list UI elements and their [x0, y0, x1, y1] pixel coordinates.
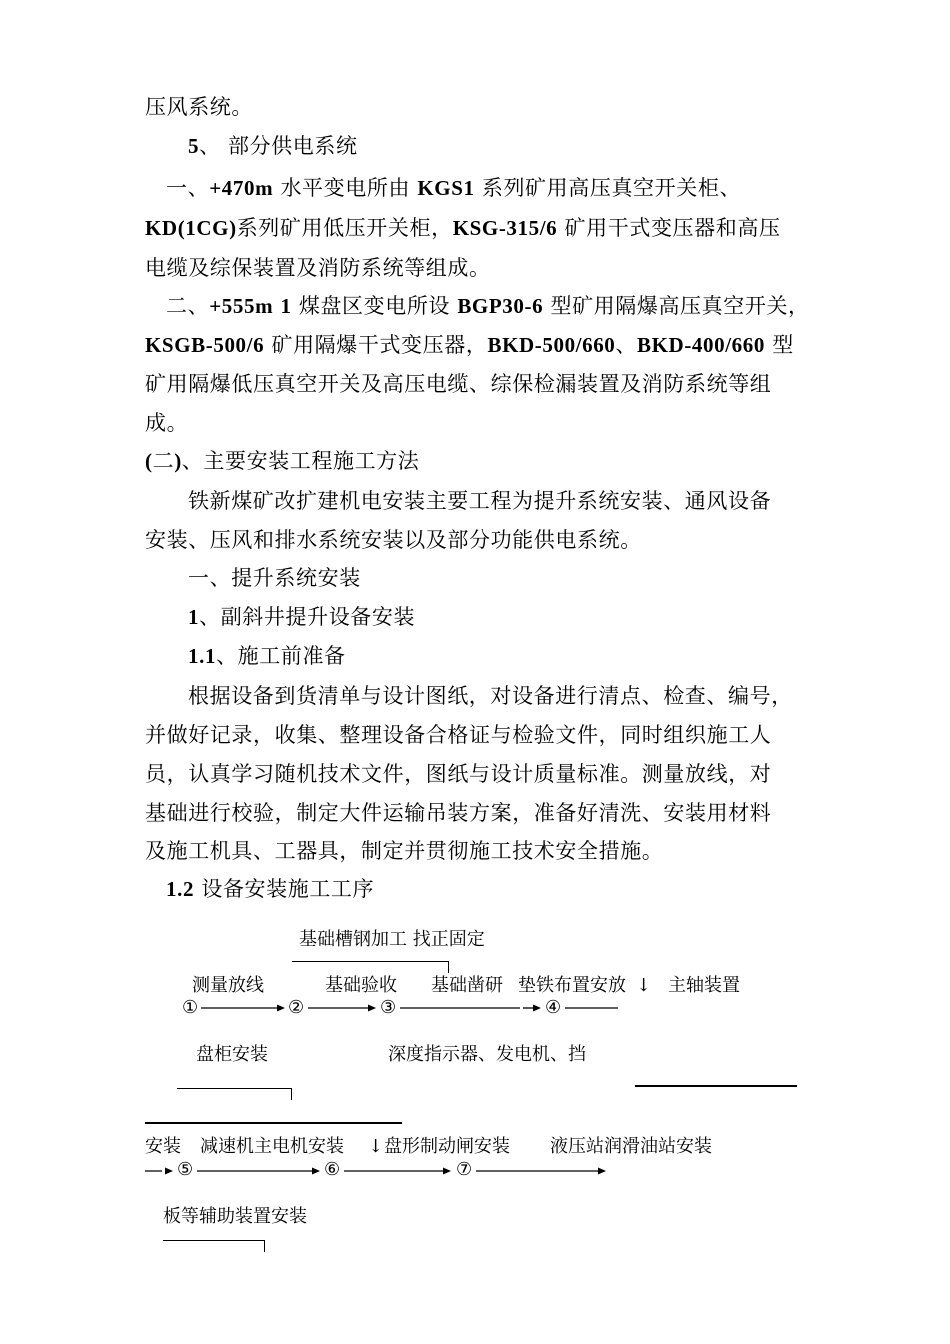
flow-label-measure: 测量放线	[192, 975, 264, 996]
flow-label-cabinet: 盘柜安装	[196, 1044, 268, 1065]
flow-label-depth-indicator: 深度指示器、发电机、挡	[388, 1044, 586, 1065]
para-line-17: 并做好记录，收集、整理设备合格证与检验文件，同时组织施工人	[145, 723, 772, 747]
section-heading-power: 5、 部分供电系统	[188, 134, 358, 158]
flow-node-5: ⑤	[177, 1159, 194, 1180]
heading-auxiliary-shaft: 1、副斜井提升设备安装	[188, 605, 416, 629]
para-line-12: 安装、压风和排水系统安装以及部分功能供电系统。	[145, 528, 642, 552]
flow-arrowhead	[312, 1168, 320, 1175]
flow-down-arrow-1: ↓	[636, 975, 652, 996]
flow-label-chisel: 基础凿研	[431, 975, 503, 996]
para-line-4: KD(1CG)系列矿用低压开关柜，KSG-315/6 矿用干式变压器和高压	[145, 216, 781, 240]
flow-arrowhead	[443, 1168, 451, 1175]
flow-label-channel-steel: 基础槽钢加工 找正固定	[299, 929, 485, 950]
flow-arrowhead	[277, 1005, 285, 1012]
flow-label-hydraulic: 液压站润滑油站安装	[550, 1136, 712, 1157]
heading-install-sequence: 1.2 设备安装施工工序	[166, 877, 375, 901]
flow-node-1: ①	[182, 997, 199, 1018]
flow-node-7: ⑦	[456, 1159, 473, 1180]
para-line-20: 及施工机具、工器具，制定并贯彻施工技术安全措施。	[145, 839, 664, 863]
para-line-7: KSGB-500/6 矿用隔爆干式变压器，BKD-500/660、BKD-400/660 型	[145, 333, 794, 357]
para-line-1: 压风系统。	[145, 95, 253, 119]
para-line-9: 成。	[145, 411, 189, 435]
flow-node-4: ④	[545, 997, 562, 1018]
para-line-6: 二、+555m 1 煤盘区变电所设 BGP30-6 型矿用隔爆高压真空开关，	[166, 294, 810, 318]
para-line-19: 基础进行校验，制定大件运输吊装方案，准备好清洗、安装用材料	[145, 801, 772, 825]
flow-label-install: 安装	[145, 1136, 181, 1157]
flow-arrowhead	[598, 1168, 606, 1175]
flow-arrowhead	[533, 1005, 541, 1012]
flow-down-arrow-2: ↓	[368, 1136, 384, 1157]
para-line-16: 根据设备到货清单与设计图纸，对设备进行清点、检查、编号，	[188, 684, 793, 708]
flow-node-3: ③	[380, 997, 397, 1018]
flow-node-6: ⑥	[324, 1159, 341, 1180]
heading-hoist-system: 一、提升系统安装	[188, 566, 361, 590]
flow-node-2: ②	[288, 997, 305, 1018]
flow-arrowhead	[368, 1005, 376, 1012]
flow-arrowhead	[165, 1168, 173, 1175]
flow-label-shaft: 主轴装置	[668, 975, 740, 996]
flow-label-disc-brake: 盘形制动闸安装	[384, 1136, 510, 1157]
section-heading-methods: (二)、主要安装工程施工方法	[145, 449, 420, 473]
para-line-18: 员，认真学习随机技术文件，图纸与设计质量标准。测量放线，对	[145, 762, 772, 786]
flow-label-shim: 垫铁布置安放	[518, 975, 626, 996]
para-line-11: 铁新煤矿改扩建机电安装主要工程为提升系统安装、通风设备	[188, 489, 772, 513]
heading-preparation: 1.1、施工前准备	[188, 644, 346, 668]
flow-label-accept: 基础验收	[325, 975, 397, 996]
flow-label-reducer: 减速机主电机安装	[200, 1136, 344, 1157]
flow-label-board: 板等辅助装置安装	[163, 1206, 307, 1227]
para-line-3: 一、+470m 水平变电所由 KGS1 系列矿用高压真空开关柜、	[166, 176, 742, 200]
para-line-8: 矿用隔爆低压真空开关及高压电缆、综保检漏装置及消防系统等组	[145, 372, 772, 396]
para-line-5: 电缆及综保装置及消防系统等组成。	[145, 256, 491, 280]
